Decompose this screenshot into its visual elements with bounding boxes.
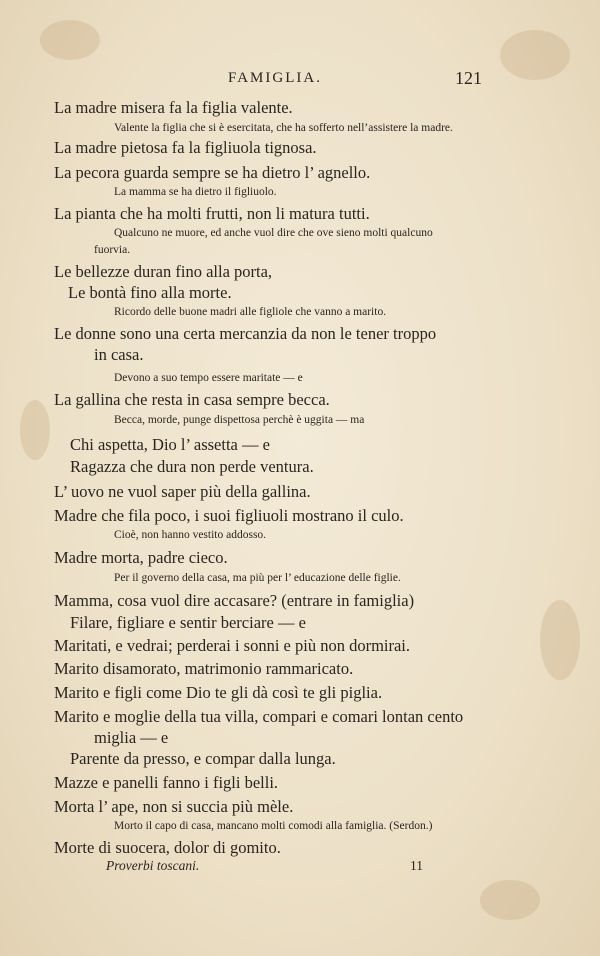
proverb-note: Valente la figlia che si è esercitata, che ha sofferto nell’assistere la madre.	[114, 122, 453, 134]
proverb-note: Qualcuno ne muore, ed anche vuol dire che ove sieno molti qualcuno	[114, 227, 433, 239]
proverb-line: Morte di suocera, dolor di gomito.	[54, 838, 281, 857]
proverb-line: La pianta che ha molti frutti, non li matura tutti.	[54, 204, 370, 223]
proverb-line: Ragazza che dura non perde ventura.	[70, 457, 314, 476]
proverb-line: La gallina che resta in casa sempre becca.	[54, 390, 330, 409]
proverb-line: Le bontà fino alla morte.	[68, 283, 232, 302]
proverb-line: Madre che fila poco, i suoi figliuoli mostrano il culo.	[54, 506, 404, 525]
proverb-note: Cioè, non hanno vestito addosso.	[114, 529, 267, 541]
running-title: FAMIGLIA.	[228, 70, 322, 86]
page-number: 121	[455, 68, 482, 88]
proverb-line: Chi aspetta, Dio l’ assetta — e	[70, 435, 270, 454]
proverb-line: Filare, figliare e sentir berciare — e	[70, 613, 306, 632]
proverb-line: La madre pietosa fa la figliuola tignosa.	[54, 138, 317, 157]
proverb-note: fuorvia.	[94, 244, 131, 256]
signature-mark: 11	[410, 858, 423, 873]
proverb-note: Per il governo della casa, ma più per l’ educazione delle figlie.	[114, 572, 401, 584]
proverb-note: Morto il capo di casa, mancano molti comodi alla famiglia. (Serdon.)	[114, 820, 433, 832]
proverb-line: Le donne sono una certa mercanzia da non le tener troppo	[54, 324, 437, 343]
proverb-note: Becca, morde, punge dispettosa perchè è uggita — ma	[114, 414, 365, 426]
proverb-line: L’ uovo ne vuol saper più della gallina.	[54, 482, 311, 501]
proverb-line: La madre misera fa la figlia valente.	[54, 98, 293, 117]
page-header	[0, 70, 600, 92]
page-footer	[0, 858, 600, 878]
proverb-line: miglia — e	[94, 728, 169, 747]
proverb-line: Mamma, cosa vuol dire accasare? (entrare in famiglia)	[54, 591, 415, 610]
proverb-line: Le bellezze duran fino alla porta,	[54, 262, 273, 281]
proverb-line: La pecora guarda sempre se ha dietro l’ agnello.	[54, 163, 371, 182]
proverb-line: Maritati, e vedrai; perderai i sonni e più non dormirai.	[54, 636, 411, 655]
proverb-line: Marito disamorato, matrimonio rammaricato.	[54, 659, 354, 678]
proverb-line: Morta l’ ape, non si succia più mèle.	[54, 797, 294, 816]
proverb-line: Marito e figli come Dio te gli dà così te gli piglia.	[54, 683, 383, 702]
proverb-note: La mamma se ha dietro il figliuolo.	[114, 186, 277, 198]
proverb-line: Parente da presso, e compar dalla lunga.	[70, 749, 336, 768]
signature-title: Proverbi toscani.	[106, 858, 200, 873]
proverb-note: Devono a suo tempo essere maritate — e	[114, 372, 303, 384]
proverb-note: Ricordo delle buone madri alle figliole che vanno a marito.	[114, 306, 387, 318]
proverb-line: Mazze e panelli fanno i figli belli.	[54, 773, 279, 792]
proverb-line: Marito e moglie della tua villa, compari e comari lontan cento	[54, 707, 464, 726]
proverb-line: Madre morta, padre cieco.	[54, 548, 228, 567]
proverb-line: in casa.	[94, 345, 144, 364]
